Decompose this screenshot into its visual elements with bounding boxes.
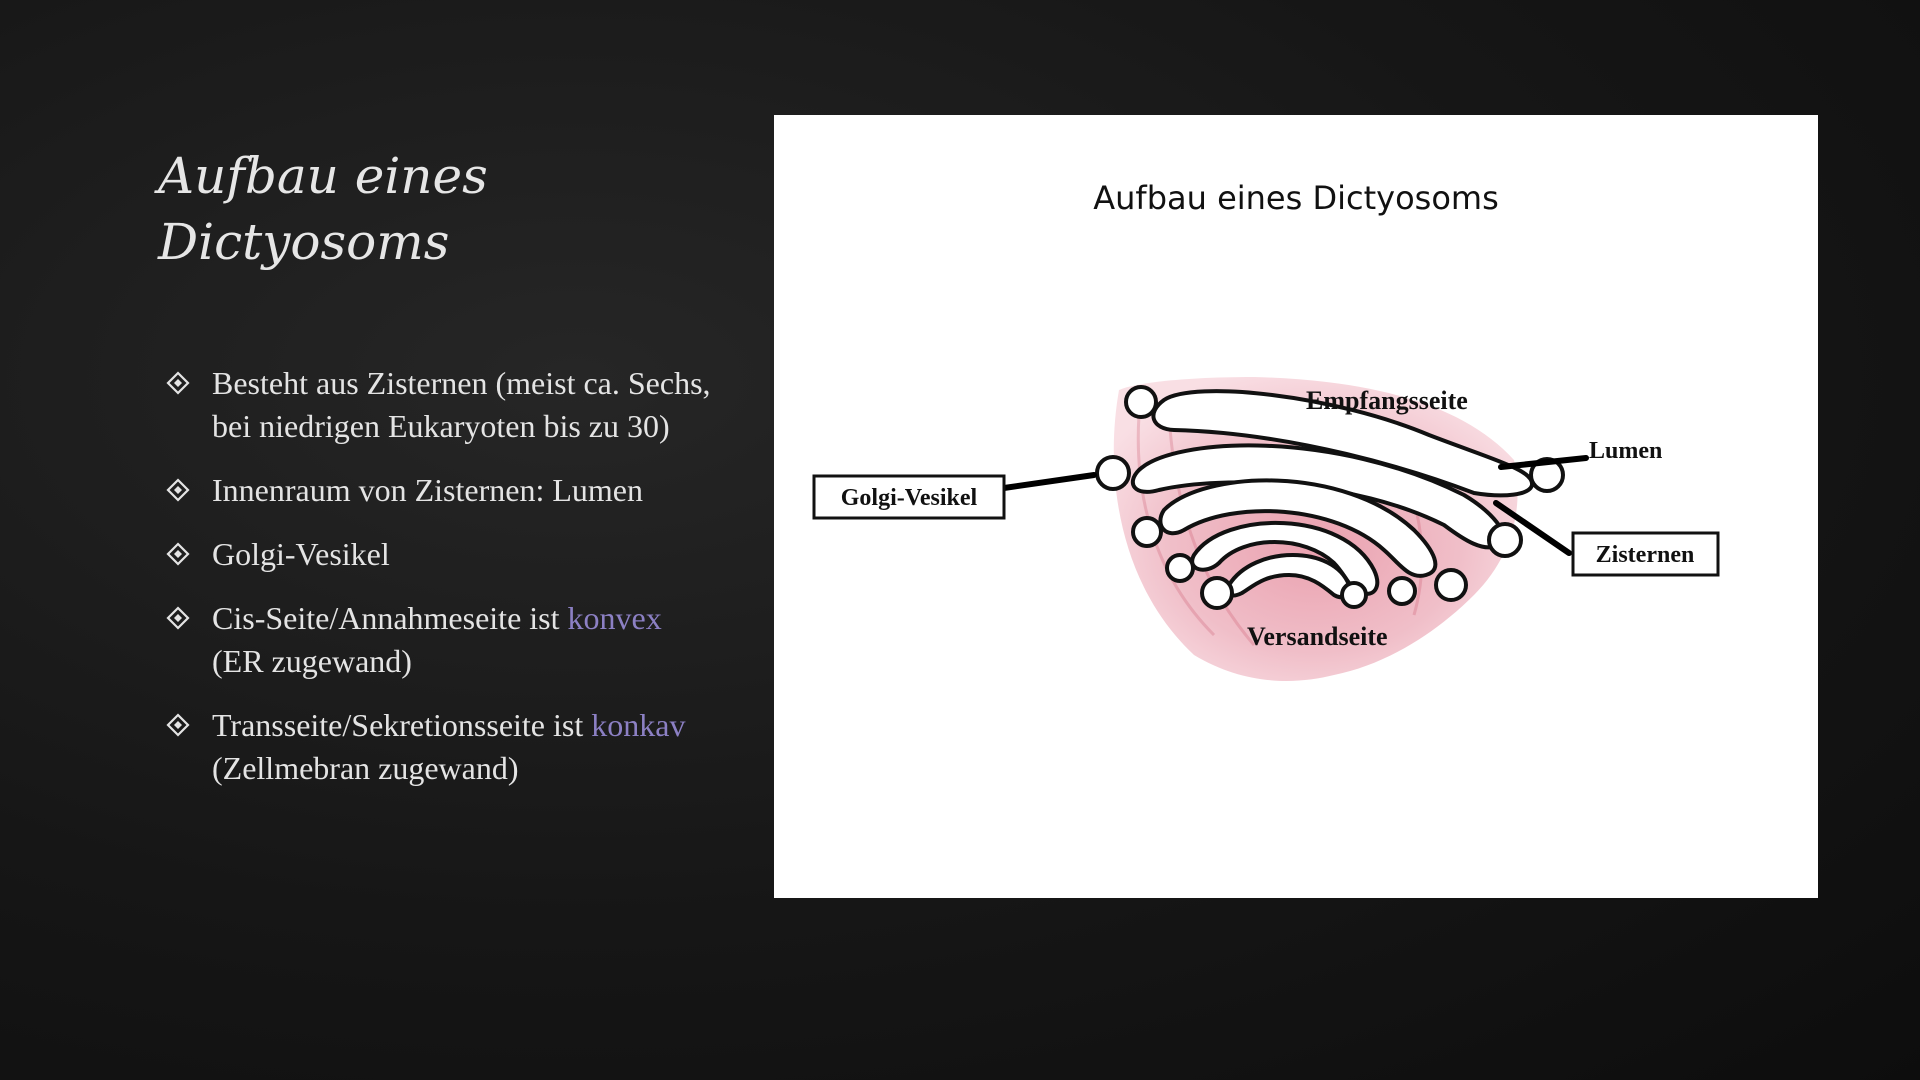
bullet-text-end: (ER zugewand) [212,643,412,679]
dictyosome-diagram [774,115,1818,898]
bullet-text: Besteht aus Zisternen (meist ca. Sechs, bei niedrigen Eukaryoten bis zu 30) [212,365,711,444]
bullet-text-start: Transseite/Sekretionsseite ist [212,707,592,743]
label-zisternen: Zisternen [1595,542,1695,568]
pointer-line-golgi-vesikel [1004,475,1094,488]
bullet-item [160,469,720,512]
vesicle [1389,578,1415,604]
vesicle [1133,518,1161,546]
diamond-bullet-icon [166,542,190,566]
figure-title: Aufbau eines Dictyosoms [1093,179,1499,217]
bullet-item [160,597,720,683]
slide-title-line-2: Dictyosoms [158,213,450,271]
diamond-bullet-icon [166,371,190,395]
vesicle [1202,578,1232,608]
bullet-item [160,704,720,790]
diamond-bullet-icon [166,478,190,502]
bullet-item [160,533,720,576]
bullet-text: Golgi-Vesikel [212,536,390,572]
label-versandseite: Versandseite [1247,622,1388,651]
bullet-text: Innenraum von Zisternen: Lumen [212,472,643,508]
slide-title [158,143,718,275]
label-lumen: Lumen [1589,438,1663,464]
bullet-text-start: Cis-Seite/Annahmeseite ist [212,600,568,636]
bullet-text-end: (Zellmebran zugewand) [212,750,519,786]
vesicle [1436,570,1466,600]
vesicle [1489,524,1521,556]
accent-term-konkav: konkav [591,707,686,743]
diamond-bullet-icon [166,606,190,630]
vesicle [1126,387,1156,417]
accent-term-konvex: konvex [567,600,662,636]
slide-title-line-1: Aufbau eines [158,147,488,205]
vesicle [1167,555,1193,581]
label-empfangsseite: Empfangsseite [1306,386,1468,415]
bullet-item [160,362,720,448]
bullet-list [160,362,720,811]
label-golgi-vesikel: Golgi-Vesikel [840,485,978,511]
vesicle [1342,583,1366,607]
vesicle [1097,457,1129,489]
dictyosome-figure [774,115,1818,898]
diamond-bullet-icon [166,713,190,737]
